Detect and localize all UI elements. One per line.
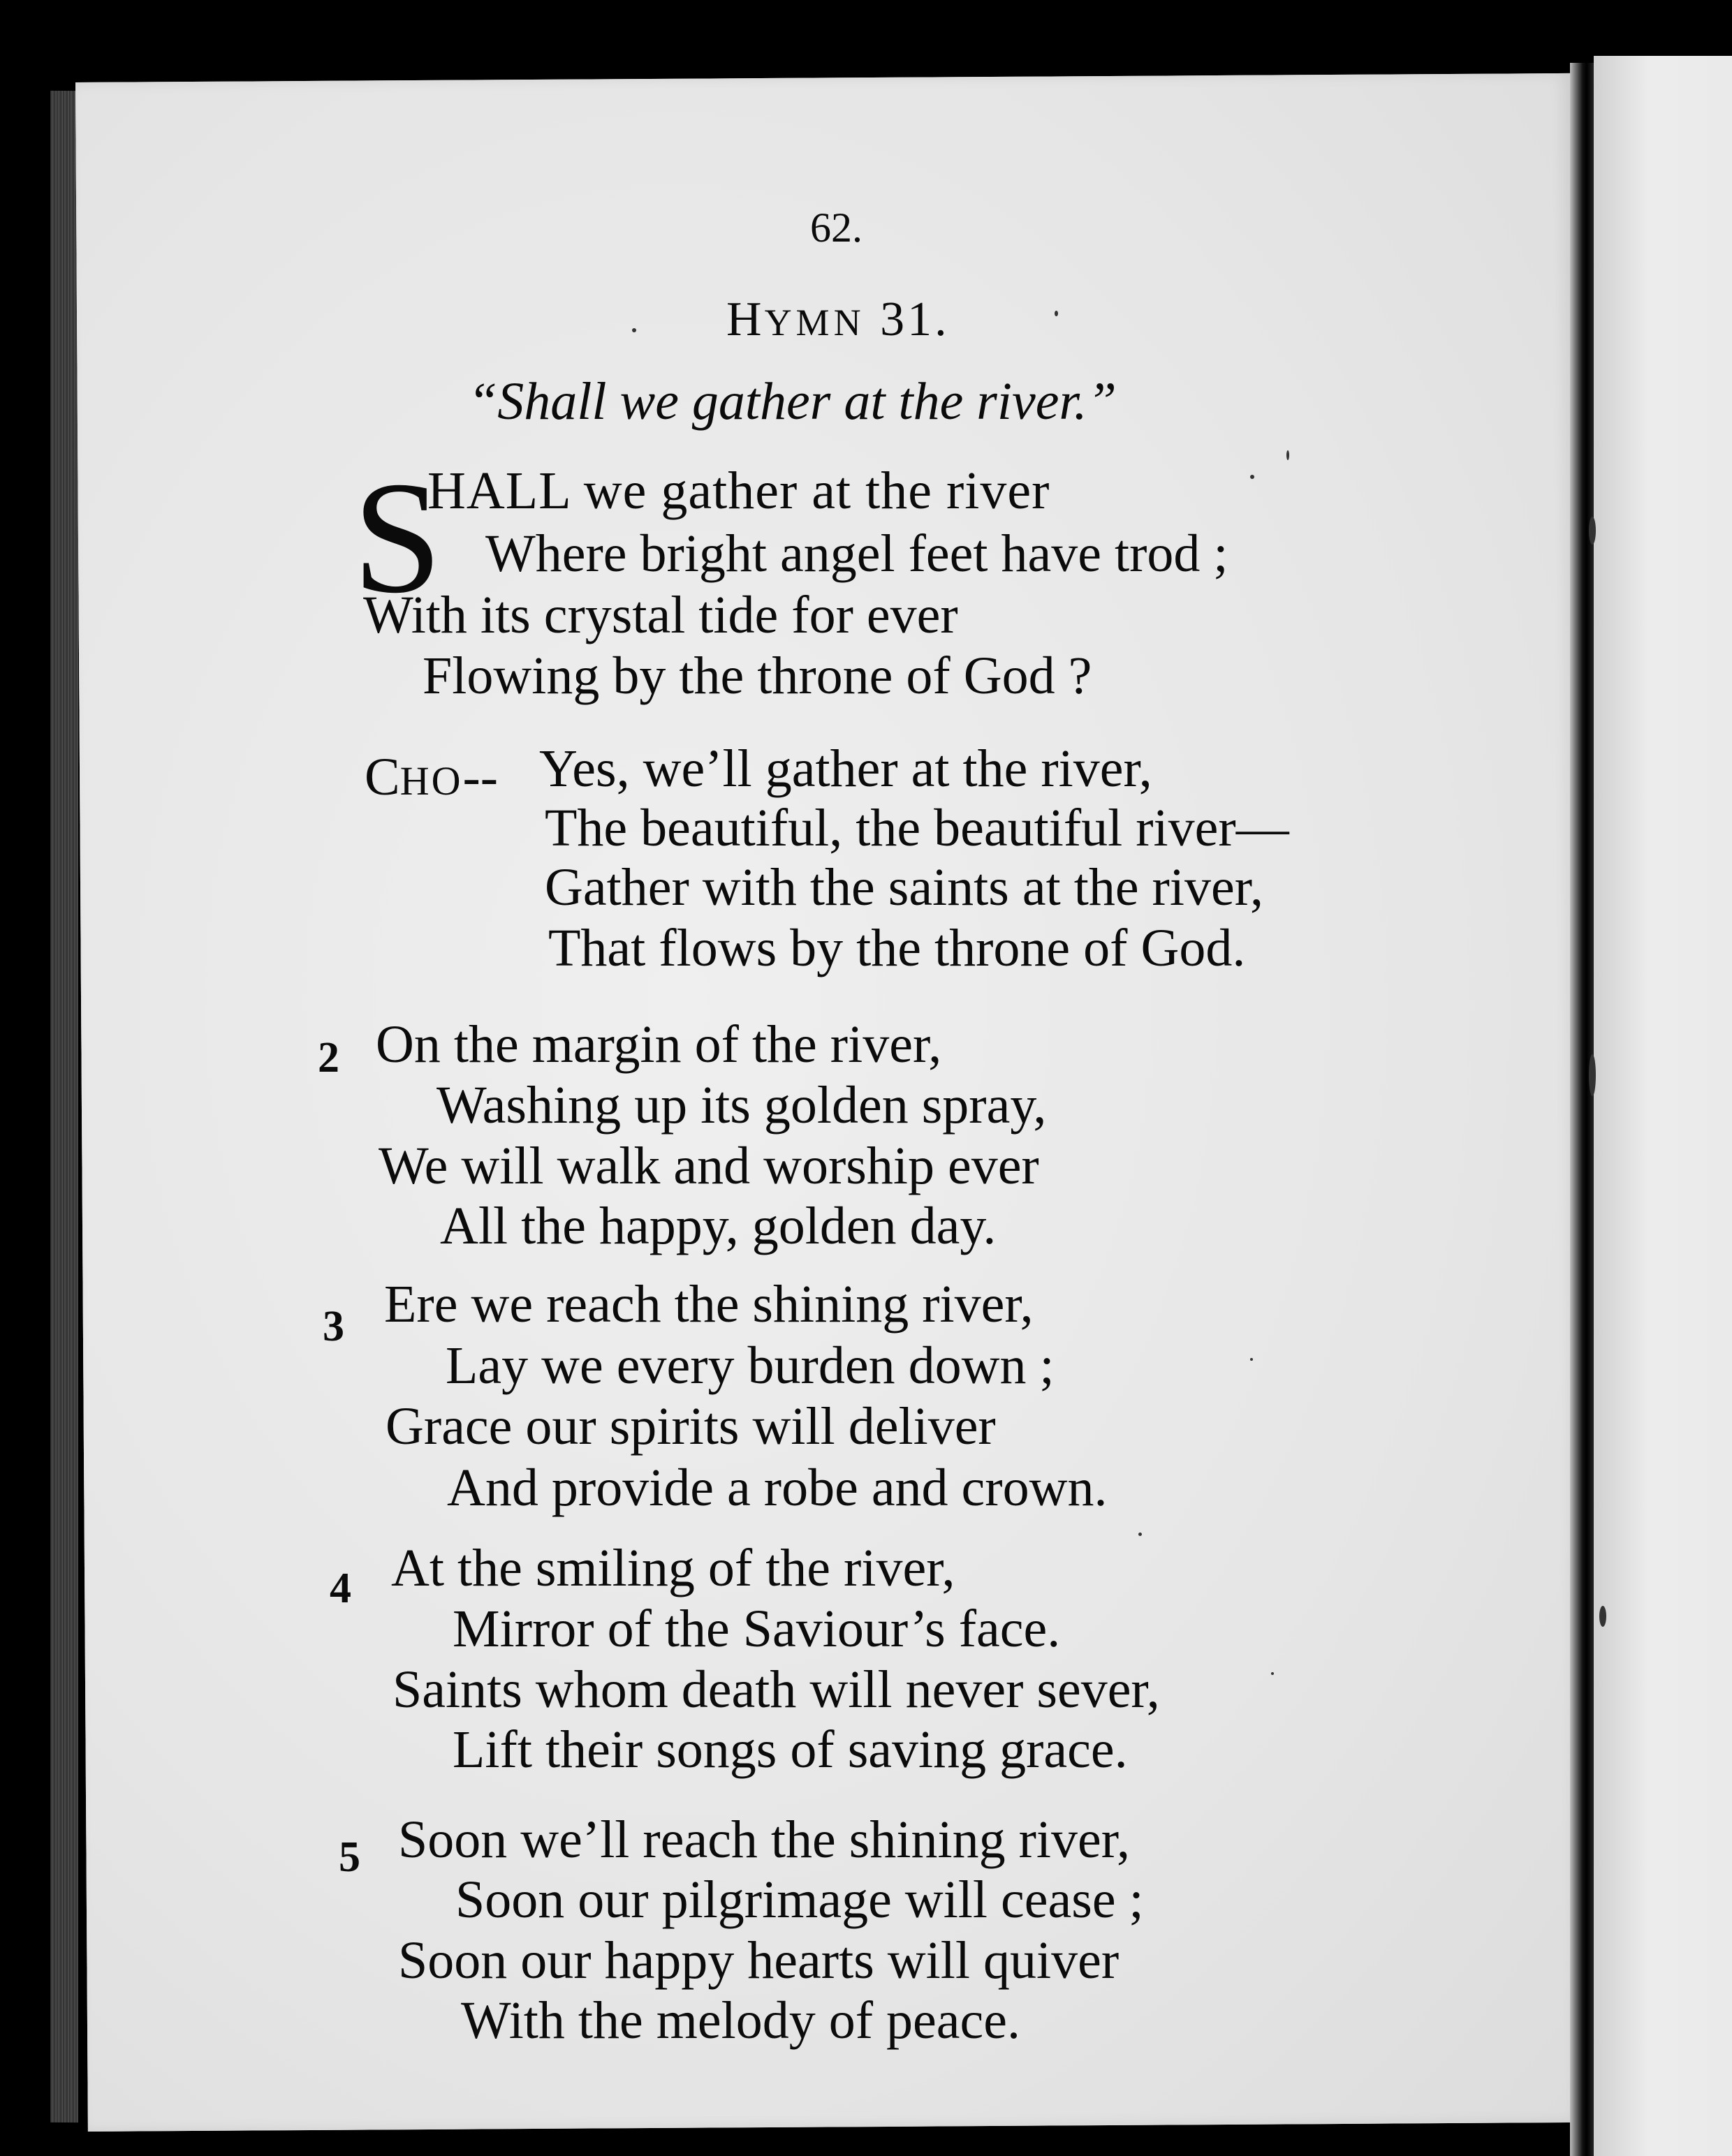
chorus-line-2: The beautiful, the beautiful river—: [545, 799, 1289, 857]
chorus-label-dash: --: [462, 748, 499, 806]
chorus-label-smallcaps: HO: [399, 758, 463, 804]
print-speck: [1055, 311, 1058, 316]
print-speck: [1589, 1054, 1596, 1096]
page-stack-edge: [50, 91, 78, 2122]
book-page-right: [1594, 56, 1732, 2156]
stanza-1-line-3: With its crystal tide for ever: [363, 586, 958, 644]
verse-3-line-2: Lay we every burden down ;: [446, 1336, 1055, 1395]
hymn-title-initial: H: [726, 293, 765, 346]
verse-3-line-4: And provide a robe and crown.: [447, 1459, 1108, 1517]
print-speck: [1271, 1672, 1274, 1675]
chorus-label-cap: C: [365, 748, 400, 806]
page-number: 62.: [810, 205, 863, 251]
verse-5-line-4: With the melody of peace.: [461, 1991, 1020, 2050]
verse-number: 5: [339, 1833, 360, 1881]
verse-3-line-1: Ere we reach the shining river,: [384, 1275, 1034, 1334]
verse-number: 3: [323, 1303, 344, 1350]
hymn-title-smallcaps: YMN: [764, 302, 865, 344]
stanza-1-line-2: Where bright angel feet have trod ;: [485, 524, 1228, 583]
verse-5-line-3: Soon our happy hearts will quiver: [398, 1931, 1120, 1990]
verse-2-line-4: All the happy, golden day.: [440, 1197, 997, 1255]
print-speck: [1599, 1606, 1606, 1627]
verse-3-line-3: Grace our spirits will deliver: [386, 1397, 996, 1456]
print-speck: [632, 328, 636, 332]
hymn-subtitle: “Shall we gather at the river.”: [468, 372, 1117, 431]
print-speck: [1250, 475, 1254, 479]
verse-4-line-4: Lift their songs of saving grace.: [453, 1720, 1128, 1779]
print-speck: [1250, 1358, 1253, 1361]
print-speck: [1286, 450, 1289, 460]
chorus-label: [365, 748, 499, 806]
verse-number: 2: [318, 1034, 339, 1081]
verse-number: 4: [330, 1565, 351, 1612]
print-speck: [1138, 1533, 1142, 1536]
stanza-1-line-1: HALL we gather at the river: [427, 462, 1050, 520]
chorus-line-1: Yes, we’ll gather at the river,: [539, 739, 1152, 798]
verse-2-line-2: Washing up its golden spray,: [436, 1076, 1047, 1135]
verse-4-line-1: At the smiling of the river,: [391, 1539, 955, 1597]
hymn-number: 31.: [880, 293, 950, 346]
stanza-1-line-4: Flowing by the throne of God ?: [423, 647, 1092, 705]
chorus-line-4: That flows by the throne of God.: [548, 919, 1246, 977]
print-speck: [1589, 517, 1596, 545]
verse-5-line-1: Soon we’ll reach the shining river,: [398, 1810, 1131, 1869]
verse-4-line-2: Mirror of the Saviour’s face.: [453, 1600, 1061, 1658]
verse-2-line-3: We will walk and worship ever: [379, 1137, 1039, 1195]
hymn-title: [726, 292, 950, 348]
drop-cap: S: [353, 448, 442, 626]
verse-5-line-2: Soon our pilgrimage will cease ;: [455, 1870, 1144, 1929]
chorus-line-3: Gather with the saints at the river,: [545, 858, 1263, 917]
verse-2-line-1: On the margin of the river,: [376, 1015, 942, 1074]
verse-4-line-3: Saints whom death will never sever,: [392, 1660, 1160, 1719]
